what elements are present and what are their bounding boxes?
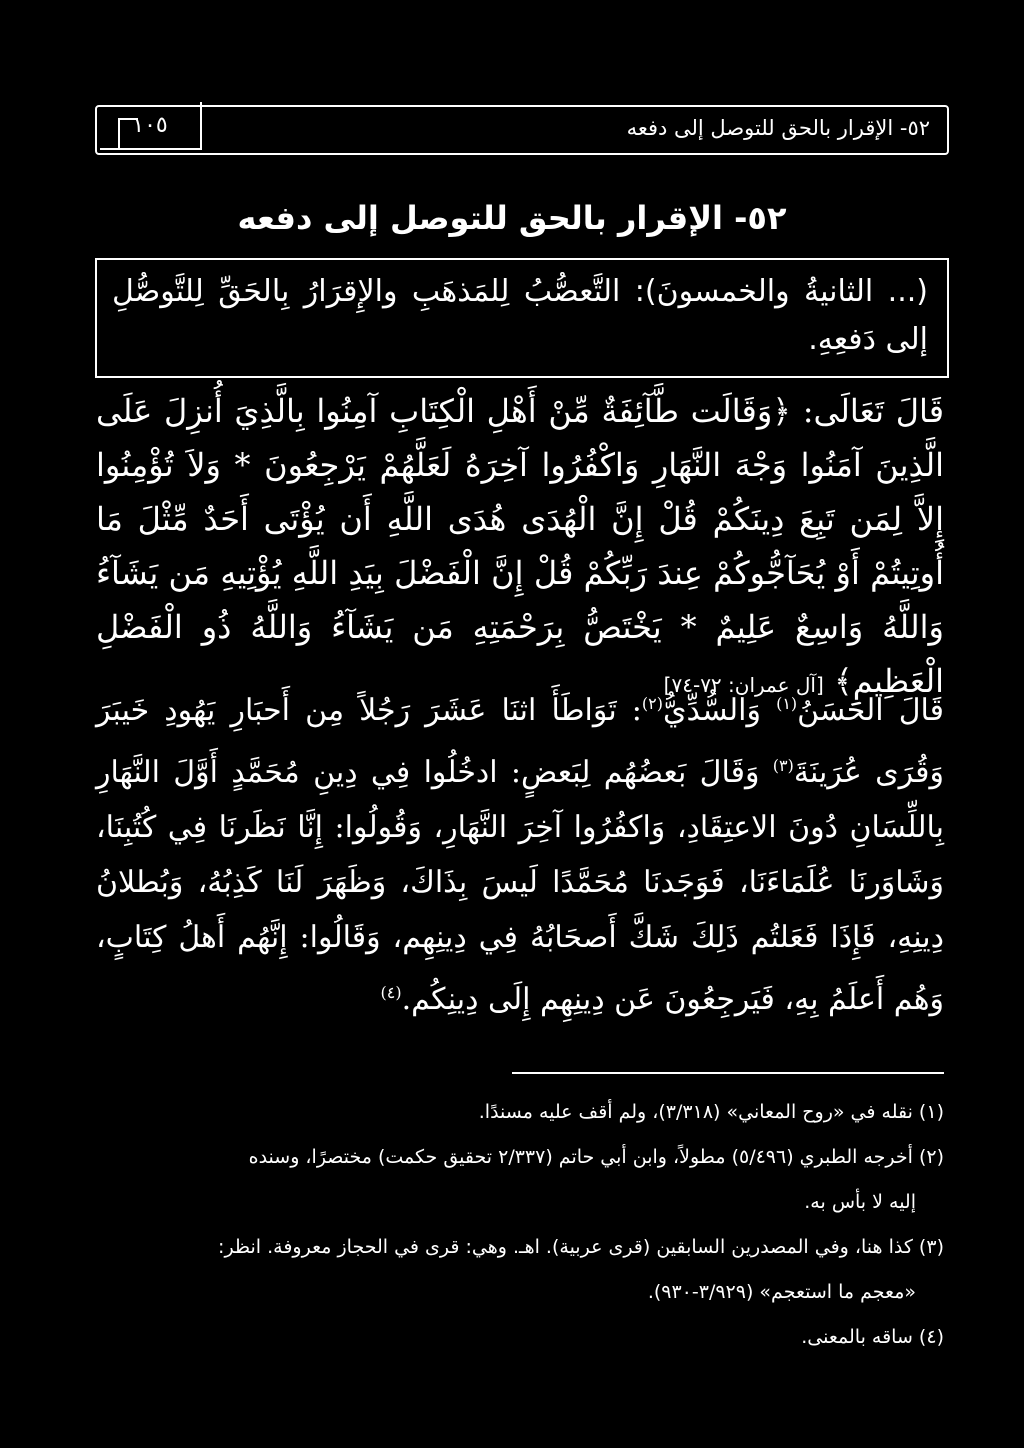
- footnote-3-continuation: «معجم ما استعجم» (٣/٩٢٩-٩٣٠).: [647, 1281, 916, 1303]
- footnote-1: (١) نقله في «روح المعاني» (٣/٣١٨)، ولم أقف عليه مسندًا.: [478, 1101, 944, 1123]
- footnote-3: (٣) كذا هنا، وفي المصدرين السابقين (قرى عربية). اهـ. وهي: قرى في الحجاز معروفة. انظر:: [218, 1236, 944, 1258]
- footnote-marker-1: (١): [776, 694, 798, 713]
- chapter-title: ٥٢- الإقرار بالحق للتوصل إلى دفعه: [237, 199, 787, 237]
- footnote-marker-4: (٤): [380, 983, 402, 1002]
- footnote-4: (٤) ساقه بالمعنى.: [801, 1326, 944, 1348]
- footnote-marker-3: (٣): [772, 756, 794, 775]
- commentary-text-1: قَالَ الحَسَنُ: [797, 693, 944, 728]
- running-title: ٥٢- الإقرار بالحق للتوصل إلى دفعه: [626, 116, 930, 140]
- commentary-text-2: وَالسُّدِّيُّ: [662, 693, 761, 728]
- quran-verses: قَالَ تَعَالَى: ﴿وَقَالَت طَّآئِفَةٌ مِّنْ أَهْلِ الْكِتَابِ آمِنُوا بِالَّذِيَ أُنزِلَ عَلَى الَّذِينَ آمَنُوا وَجْهَ النَّهَارِ وَاكْفُرُوا آخِرَهُ لَعَلَّهُمْ يَرْجِعُونَ * وَلاَ تُؤْمِنُوا إِلاَّ لِمَن تَبِعَ دِينَكُمْ قُلْ إِنَّ الْهُدَى هُدَى اللَّهِ أَن يُؤْتَى أَحَدٌ مِّثْلَ مَا أُوتِيتُمْ أَوْ يُحَآجُّوكُمْ عِندَ رَبِّكُمْ قُلْ إِنَّ الْفَضْلَ بِيَدِ اللَّهِ يُؤْتِيهِ مَن يَشَآءُ وَاللَّهُ وَاسِعٌ عَلِيمٌ * يَخْتَصُّ بِرَحْمَتِهِ مَن يَشَآءُ وَاللَّهُ ذُو الْفَضْلِ الْعَظِيمِ﴾: [96, 392, 945, 700]
- commentary-text-4: وَقَالَ بَعضُهُم لِبَعضٍ: ادخُلُوا فِي دِينِ مُحَمَّدٍ أَوَّلَ النَّهَارِ بِاللِّسَانِ دُونَ الاعتِقَادِ، وَاكفُرُوا آخِرَ النَّهَارِ، وَقُولُوا: إِنَّا نَظَرنَا فِي كُتُبِنَا، وَشَاوَرنَا عُلَمَاءَنَا، فَوَجَدنَا مُحَمَّدًا لَيسَ بِذَاكَ، وَظَهَرَ لَنَا كَذِبُهُ، وَبُطلانُ دِينِهِ، فَإِذَا فَعَلتُم ذَلِكَ شَكَّ أَصحَابُهُ فِي دِينِهِم، وَقَالُوا: إِنَّهُم أَهلُ كِتَابٍ، وَهُم أَعلَمُ بِهِ، فَيَرجِعُونَ عَن دِينِهِم إِلَى دِينِكُم.: [96, 755, 944, 1017]
- issue-title-text: (... الثانيةُ والخمسونَ): التَّعصُّبُ لِلمَذهَبِ والإِقرَارُ بِالحَقِّ لِلتَّوصُّلِ إلى دَفعِهِ.: [112, 274, 928, 357]
- commentary-paragraph: [96, 676, 944, 1017]
- footnote-2: (٢) أخرجه الطبري (٥/٤٩٦) مطولاً، وابن أبي حاتم (٢/٣٣٧ تحقيق حكمت) مختصرًا، وسنده: [248, 1146, 944, 1168]
- page-tab-corner-mark: [118, 118, 138, 150]
- footnote-2-continuation: إليه لا بأس به.: [804, 1191, 916, 1213]
- quran-citation: [96, 384, 945, 700]
- footnotes: [96, 1090, 944, 1390]
- quran-reference: [آل عمران: ٧٢-٧٤]: [663, 673, 824, 697]
- commentary-text-3: : تَوَاطَأَ اثنَا عَشَرَ رَجُلاً مِن أَحبَارِ يَهُودِ خَيبَرَ وَقُرَى عُرَينَةَ: [96, 693, 944, 790]
- footnote-separator: [512, 1072, 944, 1074]
- page-number: ١٠٥: [132, 112, 168, 138]
- footnote-marker-2: (٢): [641, 694, 663, 713]
- page-number-tab: [100, 102, 202, 150]
